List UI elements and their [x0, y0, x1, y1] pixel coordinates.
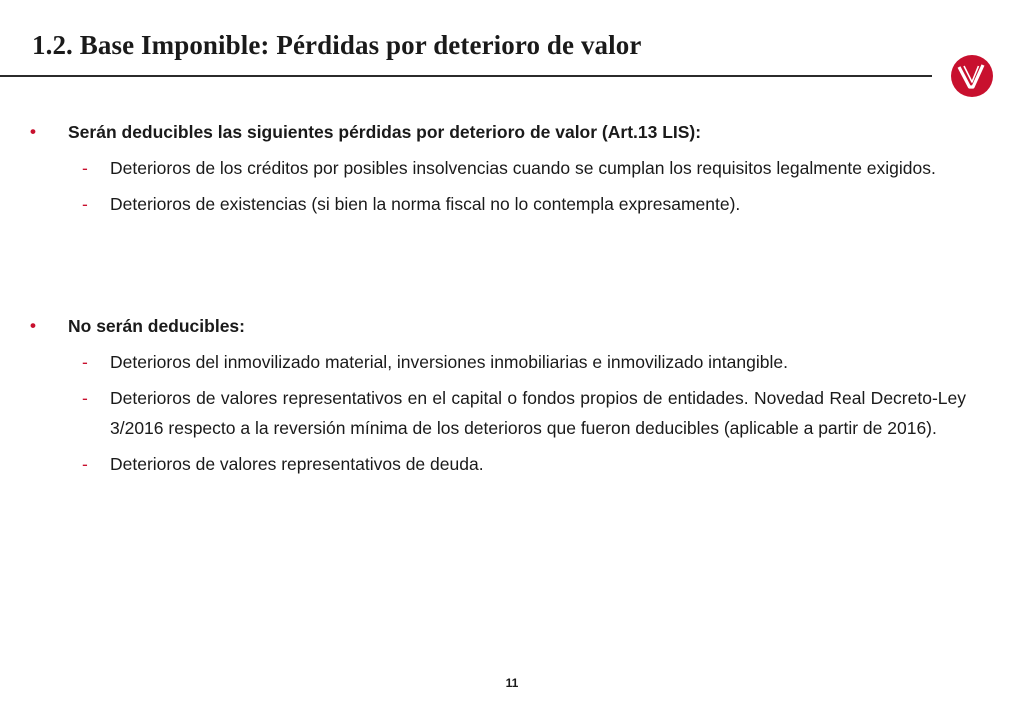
- dash-icon: -: [82, 388, 88, 408]
- dash-icon: -: [82, 352, 88, 372]
- slide-title: 1.2. Base Imponible: Pérdidas por deterioro de valor: [32, 30, 642, 60]
- section-heading-text: No serán deducibles:: [68, 316, 245, 336]
- dash-icon: -: [82, 454, 88, 474]
- section-deducibles: [30, 117, 966, 219]
- list-item-text: Deterioros de existencias (si bien la norma fiscal no lo contempla expresamente).: [110, 194, 741, 214]
- bullet-icon: •: [30, 316, 36, 335]
- section-heading-text: Serán deducibles las siguientes pérdidas por deterioro de valor (Art.13 LIS):: [68, 122, 702, 142]
- list-item: [30, 449, 966, 479]
- list-item-text: Deterioros del inmovilizado material, inversiones inmobiliarias e inmovilizado intangible.: [110, 352, 788, 372]
- page-number: 11: [505, 676, 519, 690]
- sub-list: [30, 347, 966, 479]
- list-item: [30, 383, 966, 443]
- list-item: [30, 189, 966, 219]
- list-item-text: Deterioros de los créditos por posibles insolvencias cuando se cumplan los requisitos legalmente exigidos.: [110, 158, 936, 178]
- list-item-text: Deterioros de valores representativos de deuda.: [110, 454, 484, 474]
- list-item-text: Deterioros de valores representativos en el capital o fondos propios de entidades. Novedad Real Decreto-Ley 3/2016 respecto a la reversión mínima de los deterioros que fueron deducibles (aplicable a partir de 2016).: [110, 388, 966, 438]
- sub-list: [30, 153, 966, 219]
- section-heading: [30, 117, 966, 147]
- dash-icon: -: [82, 158, 88, 178]
- dash-icon: -: [82, 194, 88, 214]
- bullet-icon: •: [30, 122, 36, 141]
- section-heading: [30, 311, 966, 341]
- list-item: [30, 347, 966, 377]
- list-item: [30, 153, 966, 183]
- section-no-deducibles: [30, 311, 966, 479]
